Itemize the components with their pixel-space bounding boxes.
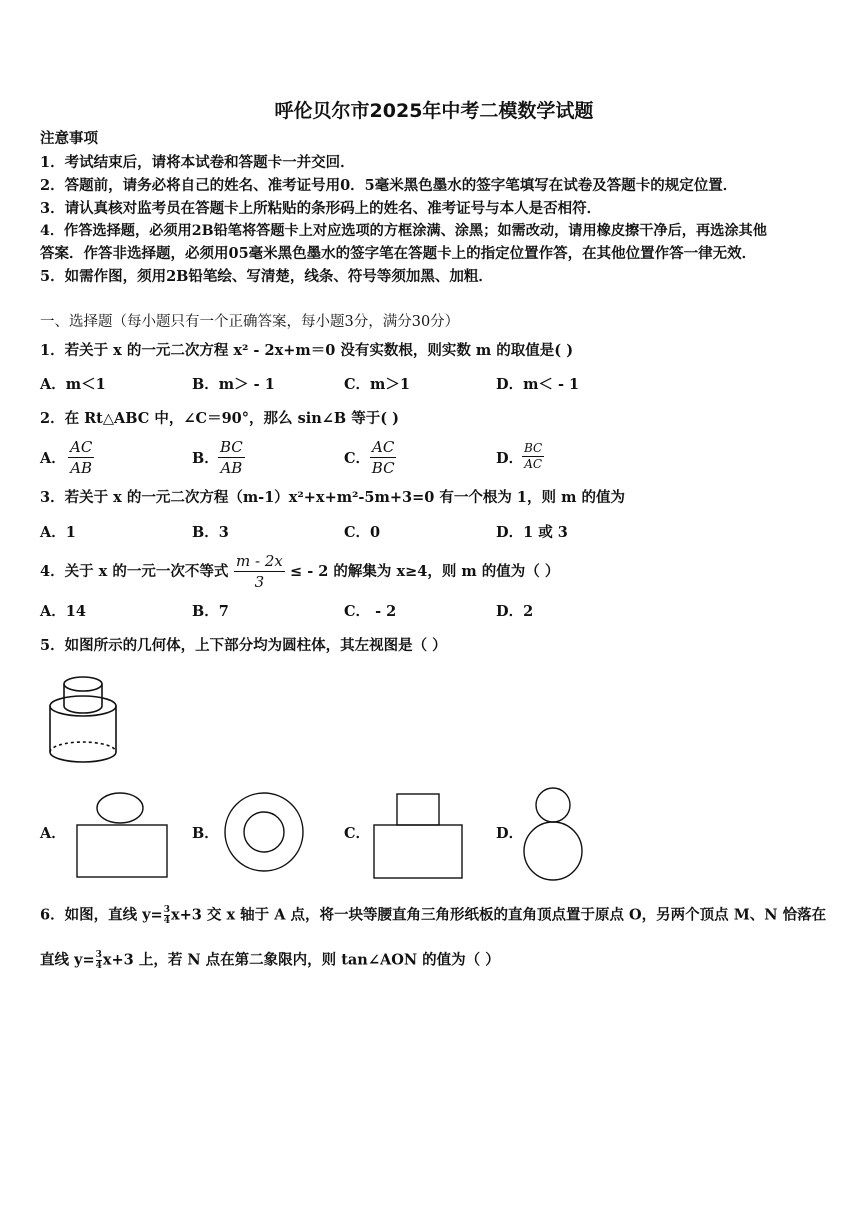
option-a: A．m＜1 (40, 376, 106, 393)
cylinder-solid-figure (40, 672, 130, 764)
option-d-label: D． (496, 450, 524, 467)
option-c: C． - 2 (344, 603, 397, 620)
page-title: 呼伦贝尔市2025年中考二模数学试题 (274, 100, 594, 122)
notice-heading: 注意事项 (40, 130, 98, 147)
section-heading: 一、选择题（每小题只有一个正确答案，每小题3分，满分30分） (40, 314, 460, 330)
notice-item: 4．作答选择题，必须用2B铅笔将答题卡上对应选项的方框涂满、涂黑；如需改动，请用橡皮擦干净后，再选涂其他 (40, 223, 767, 239)
notice-item: 5．如需作图，须用2B铅笔绘、写清楚，线条、符号等须加黑、加粗． (40, 268, 493, 285)
option-d: D．1 或 3 (496, 524, 568, 541)
notice-item: 2．答题前，请务必将自己的姓名、准考证号用0．5毫米黑色墨水的签字笔填写在试卷及答题卡的规定位置． (40, 177, 738, 194)
slope-fraction: $\frac{3}{4}$ (163, 905, 170, 926)
question-6-line-2: 直线 y= $\frac{3}{4}$ x+3 上，若 N 点在第二象限内，则 tan∠AON 的值为（ ） (40, 950, 500, 971)
option-c: C．0 (344, 524, 381, 541)
question-4-fraction: $\frac{m - 2x}{3}$ (236, 552, 283, 591)
option-a-fraction: $\frac{AC}{AB}$ (70, 438, 93, 477)
option-a: A．14 (40, 603, 86, 620)
option-a-label: A． (40, 450, 66, 467)
question-4-suffix: ≤ - 2 的解集为 x≥4，则 m 的值为（ ） (290, 563, 560, 580)
option-a-label: A． (40, 825, 66, 842)
option-d: D．m＜ - 1 (496, 376, 580, 393)
option-d-view (520, 786, 586, 884)
question-2-stem: 2．在 Rt△ABC 中，∠C＝90°，那么 sin∠B 等于( ) (40, 410, 400, 427)
notice-item: 1．考试结束后，请将本试卷和答题卡一并交回． (40, 154, 355, 171)
option-c-fraction: $\frac{AC}{BC}$ (371, 438, 395, 477)
option-b-label: B． (192, 825, 219, 842)
question-3-stem: 3．若关于 x 的一元二次方程（m-1）x²+x+m²-5m+3=0 有一个根为 1，则 m 的值为 (40, 489, 625, 506)
notice-item: 3．请认真核对监考员在答题卡上所粘贴的条形码上的姓名、准考证号与本人是否相符． (40, 200, 602, 217)
option-a-view (74, 792, 170, 880)
option-a: A．1 (40, 524, 76, 541)
option-d-fraction: $\frac{BC}{AC}$ (524, 441, 543, 471)
question-4-prefix: 4．关于 x 的一元一次不等式 (40, 563, 229, 580)
option-b: B．m＞ - 1 (192, 376, 275, 393)
option-b-view (222, 790, 306, 874)
option-b: B．7 (192, 603, 229, 620)
option-c-label: C． (344, 825, 371, 842)
question-1-stem: 1．若关于 x 的一元二次方程 x² - 2x+m＝0 没有实数根，则实数 m 的取值是( ) (40, 342, 574, 359)
question-5-stem: 5．如图所示的几何体，上下部分均为圆柱体，其左视图是（ ） (40, 637, 447, 654)
notice-item: 答案．作答非选择题，必须用05毫米黑色墨水的签字笔在答题卡上的指定位置作答，在其他位置作答一律无效． (40, 245, 757, 262)
question-6-line-1: 6．如图，直线 y= $\frac{3}{4}$ x+3 交 x 轴于 A 点，将一块等腰直角三角形纸板的直角顶点置于原点 O，另两个顶点 M、N 恰落在 (40, 905, 827, 926)
option-d: D．2 (496, 603, 534, 620)
option-c-view (372, 792, 464, 880)
option-b: B．3 (192, 524, 229, 541)
slope-fraction: $\frac{3}{4}$ (95, 950, 102, 971)
option-c-label: C． (344, 450, 371, 467)
option-d-label: D． (496, 825, 524, 842)
option-b-fraction: $\frac{BC}{AB}$ (220, 438, 243, 477)
option-b-label: B． (192, 450, 219, 467)
option-c: C．m＞1 (344, 376, 410, 393)
